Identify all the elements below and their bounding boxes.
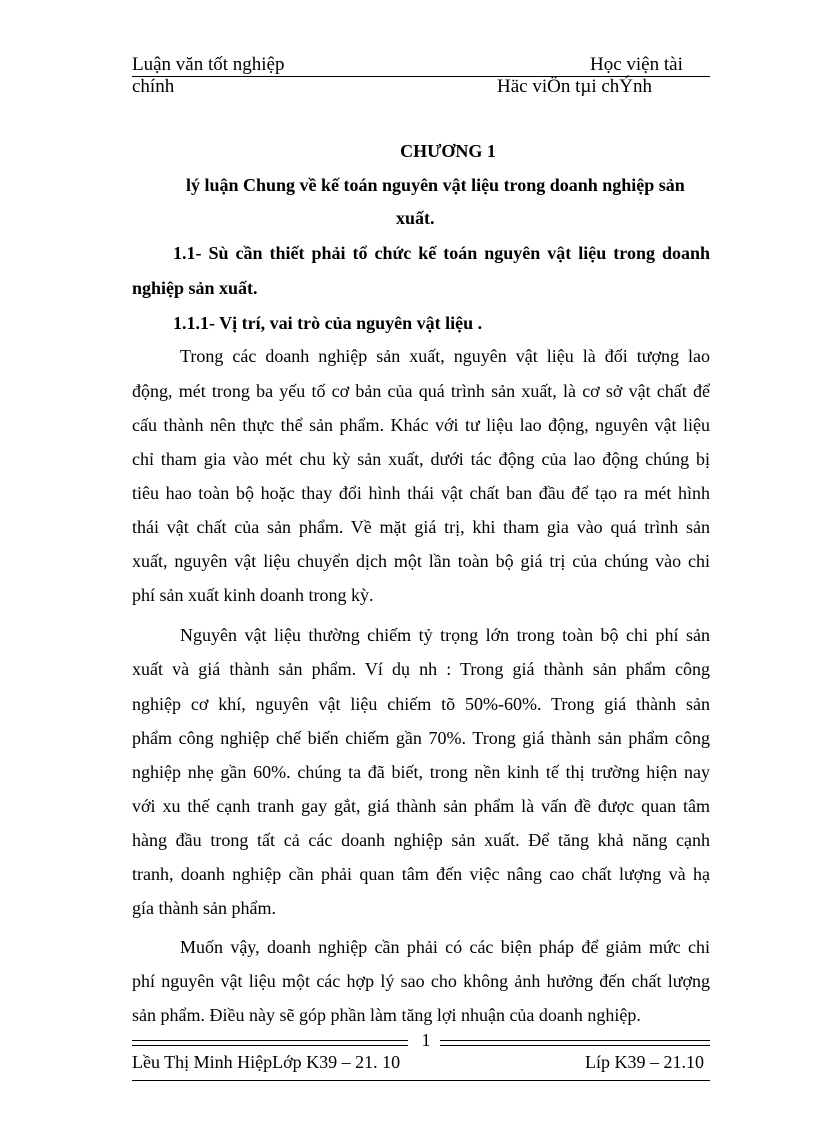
- paragraph-line: phẩm công nghiệp chế biến chiếm gần 70%. Trong giá thành sản phẩm công: [132, 728, 710, 748]
- header-left-title: Luận văn tốt nghiệp: [132, 54, 285, 75]
- paragraph-line: cấu thành nên thực thể sản phẩm. Khác với tư liệu lao động, nguyên vật liệu: [132, 415, 710, 435]
- header-left-continuation: chính: [132, 76, 175, 97]
- footer-bottom-rule: [132, 1080, 710, 1081]
- paragraph-line: Trong các doanh nghiệp sản xuất, nguyên vật liệu là đối tượng lao: [180, 346, 710, 366]
- paragraph-line: sản phẩm. Điều này sẽ góp phần làm tăng lợi nhuận của doanh nghiệp.: [132, 1005, 641, 1025]
- paragraph-line: tiêu hao toàn bộ hoặc thay đổi hình thái vật chất ban đầu để tạo ra mét hình: [132, 483, 710, 503]
- paragraph-line: phí sản xuất kinh doanh trong kỳ.: [132, 585, 374, 605]
- footer-rule-right: [440, 1040, 710, 1046]
- paragraph-line: thái vật chất của sản phẩm. Về mặt giá trị, khi tham gia vào quá trình sản: [132, 517, 710, 537]
- paragraph-line: nghiệp nhẹ gần 60%. chúng ta đã biết, trong nền kinh tế thị trường hiện nay: [132, 762, 710, 782]
- page-number: 1: [421, 1030, 431, 1050]
- paragraph-line: xuất, nguyên vật liệu chuyển dịch một lần toàn bộ giá trị của chúng vào chi: [132, 551, 710, 571]
- paragraph-line: chỉ tham gia vào mét chu kỳ sản xuất, dưới tác động của lao động chúng bị: [132, 449, 710, 469]
- paragraph-line: với xu thế cạnh tranh gay gắt, giá thành sản phẩm là vấn đề được quan tâm: [132, 796, 710, 816]
- chapter-number: CHƯƠNG 1: [400, 141, 496, 161]
- header-right-continuation: Häc viÖn tµi chÝnh: [497, 76, 652, 97]
- footer-left-author: Lều Thị Minh HiệpLớp K39 – 21. 10: [132, 1052, 401, 1072]
- section-heading-line1: 1.1- Sù cần thiết phải tổ chức kế toán nguyên vật liệu trong doanh: [173, 243, 710, 263]
- paragraph-line: hàng đầu trong tất cả các doanh nghiệp sản xuất. Để tăng khả năng cạnh: [132, 830, 710, 850]
- paragraph-line: Nguyên vật liệu thường chiếm tỷ trọng lớn trong toàn bộ chi phí sản: [180, 625, 710, 645]
- subsection-heading: 1.1.1- Vị trí, vai trò của nguyên vật liệu .: [173, 313, 483, 333]
- paragraph-line: động, mét trong ba yếu tố cơ bản của quá trình sản xuất, là cơ sở vật chất để: [132, 381, 710, 401]
- paragraph-line: tranh, doanh nghiệp cần phải quan tâm đến việc nâng cao chất lượng và hạ: [132, 864, 710, 884]
- paragraph-line: phí nguyên vật liệu một các hợp lý sao cho không ảnh hưởng đến chất lượng: [132, 971, 710, 991]
- footer-rule-left: [132, 1040, 408, 1046]
- paragraph-line: gía thành sản phẩm.: [132, 898, 276, 918]
- paragraph-line: nghiệp cơ khí, nguyên vật liệu chiếm tõ 50%-60%. Trong giá thành sản: [132, 694, 710, 714]
- chapter-title-line2: xuất.: [396, 208, 435, 228]
- header-right-title: Học viện tài: [590, 54, 683, 75]
- section-heading-line2: nghiệp sản xuất.: [132, 278, 258, 298]
- paragraph-line: xuất và giá thành sản phẩm. Ví dụ nh : Trong giá thành sản phẩm công: [132, 659, 710, 679]
- footer-right-class: Líp K39 – 21.10: [585, 1052, 704, 1072]
- chapter-title-line1: lý luận Chung về kế toán nguyên vật liệu trong doanh nghiệp sản: [186, 175, 685, 195]
- paragraph-line: Muốn vậy, doanh nghiệp cần phải có các biện pháp để giảm mức chi: [180, 937, 710, 957]
